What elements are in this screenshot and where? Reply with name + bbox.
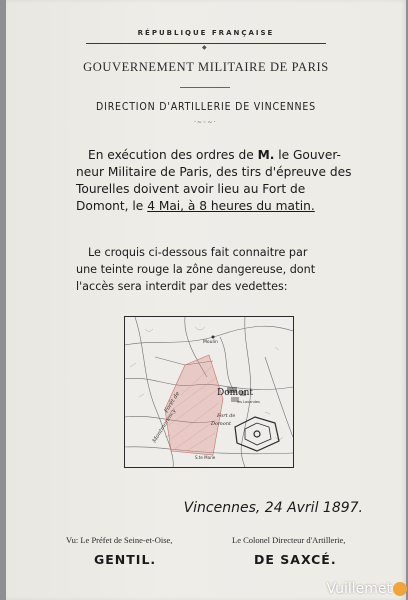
gouvernement-heading: GOUVERNEMENT MILITAIRE DE PARIS bbox=[83, 60, 329, 74]
direction-ornament: ·~◦~· bbox=[194, 119, 217, 126]
map-sketch bbox=[125, 317, 293, 467]
map-label-moulin: Moulin bbox=[203, 340, 218, 345]
p1-text-f: Domont, le bbox=[76, 199, 148, 213]
notice-paragraph-2 bbox=[76, 244, 377, 295]
p2-text-c: l'accès sera interdit par des vedettes: bbox=[76, 280, 288, 293]
map-label-domont: Domont bbox=[217, 388, 253, 398]
colonel-name: DE SAXCÉ. bbox=[254, 552, 337, 567]
p1-text-a: En exécution des ordres de bbox=[88, 148, 258, 162]
p1-text-d: neur Militaire de Paris, des tirs d'épreuve des bbox=[76, 165, 352, 179]
header-ornament: ◆ bbox=[202, 44, 207, 51]
map-label-fort: Fort de bbox=[217, 413, 236, 419]
direction-heading: DIRECTION D'ARTILLERIE DE VINCENNES bbox=[96, 101, 316, 113]
p1-text-e: Tourelles doivent avoir lieu au Fort de bbox=[76, 182, 306, 196]
map-label-montmorency: Montmorency bbox=[151, 407, 178, 445]
p1-text-b: M. bbox=[257, 148, 275, 162]
danger-zone-map bbox=[124, 316, 294, 468]
date-line: Vincennes, 24 Avril 1897. bbox=[183, 500, 363, 516]
republique-heading: RÉPUBLIQUE FRANÇAISE bbox=[137, 29, 275, 37]
gov-rule bbox=[180, 87, 230, 88]
p2-text-b: une teinte rouge la zône dangereuse, dont bbox=[76, 263, 316, 276]
map-label-fort-domont: Domont bbox=[211, 421, 231, 427]
colonel-label: Le Colonel Directeur d'Artillerie, bbox=[232, 535, 346, 545]
poster-sheet bbox=[6, 0, 406, 600]
p1-date-time: 4 Mai, à 8 heures du matin. bbox=[147, 199, 315, 213]
watermark-logo-icon bbox=[393, 582, 407, 596]
prefet-name: GENTIL. bbox=[94, 552, 157, 567]
p1-text-c: le Gouver- bbox=[274, 148, 341, 162]
notice-paragraph-1 bbox=[76, 147, 377, 215]
map-label-foret: Forêt de bbox=[163, 390, 182, 415]
map-label-ste-marie: S.te Marie bbox=[195, 455, 216, 460]
map-label-lavandes: les Lavandes bbox=[237, 400, 260, 404]
watermark-text: Vuillemet bbox=[326, 581, 392, 597]
prefet-label: Vu: Le Préfet de Seine-et-Oise, bbox=[66, 535, 173, 545]
p2-text-a: Le croquis ci-dessous fait connaitre par bbox=[88, 246, 308, 259]
